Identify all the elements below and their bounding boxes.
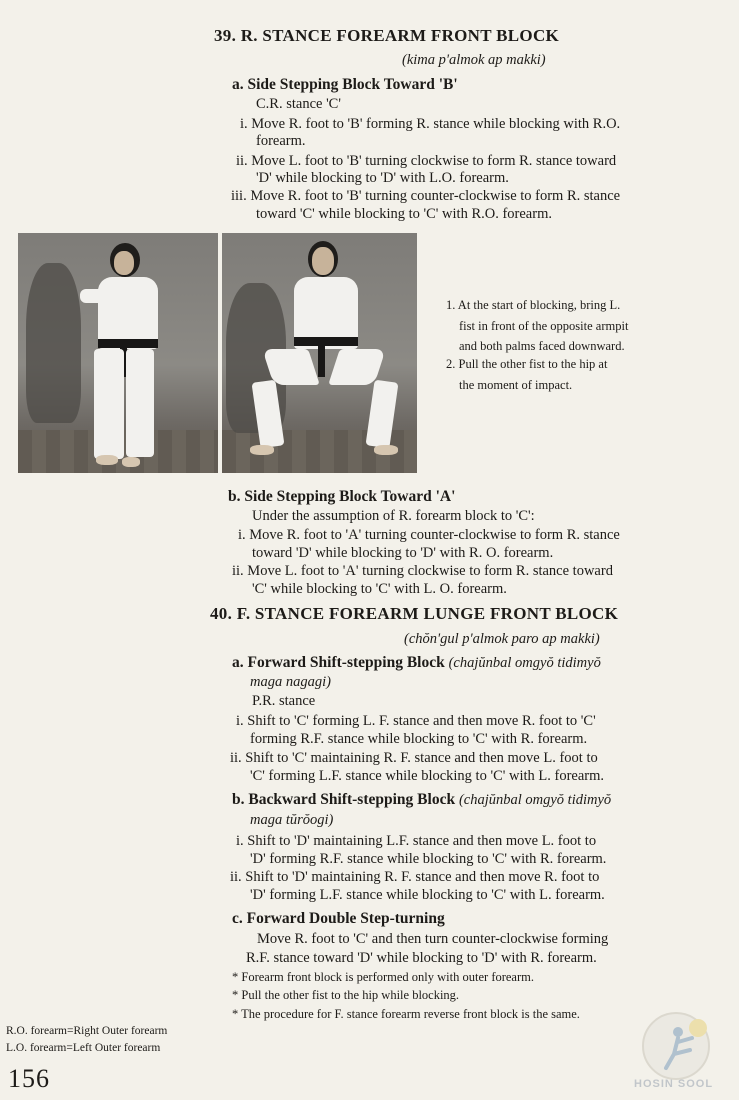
step-40b-ii-line2: 'D' forming L.F. stance while blocking to 'C' with L. forearm. (250, 887, 605, 903)
step-a-i-line1: i. Move R. foot to 'B' forming R. stance while blocking with R.O. (240, 116, 621, 132)
legend-lo: L.O. forearm=Left Outer forearm (6, 1042, 161, 1054)
footnote-2: * Pull the other fist to the hip while blocking. (232, 988, 460, 1002)
logo-text: HOSIN SOOL (634, 1078, 714, 1090)
subsection-40c-title: c. Forward Double Step-turning (232, 910, 445, 927)
section-40-korean-title: (chŏn'gul p'almok paro ap makki) (404, 631, 600, 647)
subsection-40a-korean-cont: maga nagagi) (250, 674, 331, 690)
subsection-40c-line1: Move R. foot to 'C' and then turn counter-clockwise forming (257, 931, 609, 947)
note-1-line3: and both palms faced downward. (459, 339, 625, 353)
subsection-a-start: C.R. stance 'C' (256, 96, 341, 112)
step-a-ii-line1: ii. Move L. foot to 'B' turning clockwise to form R. stance toward (236, 153, 617, 169)
step-b-ii-line2: 'C' while blocking to 'C' with L. O. forearm. (252, 581, 507, 597)
section-39-korean-title: (kima p'almok ap makki) (402, 52, 546, 68)
step-a-ii-line2: 'D' while blocking to 'D' with L.O. forearm. (256, 170, 509, 186)
subsection-40a-title: a. Forward Shift-stepping Block (chajŭnbal omgyŏ tidimyŏ (232, 654, 601, 671)
page-number: 156 (8, 1064, 50, 1093)
subsection-40b-korean-cont: maga tŭrŏogi) (250, 812, 334, 828)
photo-front-stance-block (222, 233, 417, 473)
subsection-40c-line2: R.F. stance toward 'D' while blocking to 'D' with R. forearm. (246, 950, 597, 966)
step-b-ii-line1: ii. Move L. foot to 'A' turning clockwise to form R. stance toward (232, 563, 613, 579)
legend-ro: R.O. forearm=Right Outer forearm (6, 1025, 168, 1037)
note-2-line1: 2. Pull the other fist to the hip at (446, 357, 608, 371)
step-b-i-line1: i. Move R. foot to 'A' turning counter-clockwise to form R. stance (238, 527, 620, 543)
footnote-1: * Forearm front block is performed only with outer forearm. (232, 970, 534, 984)
step-40a-ii-line1: ii. Shift to 'C' maintaining R. F. stance and then move L. foot to (230, 750, 598, 766)
step-b-i-line2: toward 'D' while blocking to 'D' with R. O. forearm. (252, 545, 554, 561)
step-a-iii-line2: toward 'C' while blocking to 'C' with R.O. forearm. (256, 206, 552, 222)
step-40a-i-line1: i. Shift to 'C' forming L. F. stance and then move R. foot to 'C' (236, 713, 596, 729)
note-1-line1: 1. At the start of blocking, bring L. (446, 298, 621, 312)
step-40b-ii-line1: ii. Shift to 'D' maintaining R. F. stance and then move R. foot to (230, 869, 600, 885)
note-2-line2: the moment of impact. (459, 378, 573, 392)
step-40b-i-line2: 'D' forming R.F. stance while blocking to 'C' with R. forearm. (250, 851, 607, 867)
subsection-40b-title: b. Backward Shift-stepping Block (chajŭnbal omgyŏ tidimyŏ (232, 791, 612, 808)
note-1-line2: fist in front of the opposite armpit (459, 319, 629, 333)
step-a-iii-line1: iii. Move R. foot to 'B' turning counter-clockwise to form R. stance (231, 188, 621, 204)
subsection-a-title: a. Side Stepping Block Toward 'B' (232, 76, 458, 93)
section-39-heading: 39. R. STANCE FOREARM FRONT BLOCK (214, 26, 560, 45)
step-40a-ii-line2: 'C' forming L.F. stance while blocking to 'C' with L. forearm. (250, 768, 605, 784)
step-a-i-line2: forearm. (256, 133, 306, 149)
subsection-b-start: Under the assumption of R. forearm block to 'C': (252, 508, 535, 524)
section-40-heading: 40. F. STANCE FOREARM LUNGE FRONT BLOCK (210, 604, 619, 623)
subsection-40a-start: P.R. stance (252, 693, 316, 709)
hosin-sool-logo (620, 1010, 732, 1096)
step-40a-i-line2: forming R.F. stance while blocking to 'C' with R. forearm. (250, 731, 588, 747)
step-40b-i-line1: i. Shift to 'D' maintaining L.F. stance and then move L. foot to (236, 833, 597, 849)
photo-side-stance-block (18, 233, 218, 473)
footnote-3: * The procedure for F. stance forearm reverse front block is the same. (232, 1007, 580, 1021)
subsection-b-title: b. Side Stepping Block Toward 'A' (228, 488, 456, 505)
